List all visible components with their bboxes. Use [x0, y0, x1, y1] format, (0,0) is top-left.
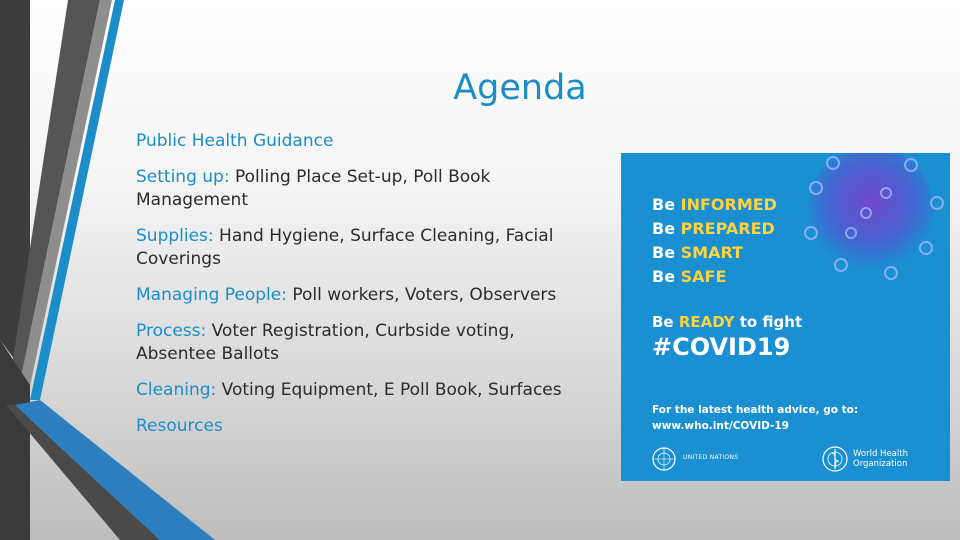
poster-slogans [652, 193, 777, 289]
agenda-item-label: Supplies: [136, 226, 214, 246]
agenda-item [136, 284, 576, 307]
agenda-item-text: Poll workers, Voters, Observers [286, 285, 557, 305]
slogan-line: Be PREPARED [652, 219, 775, 238]
advice-line: For the latest health advice, go to: [652, 404, 859, 416]
who-emblem-icon [821, 445, 849, 473]
agenda-item-label: Setting up: [136, 167, 230, 187]
agenda-item-text: Voter Registration, Curbside voting, Absentee Ballots [136, 321, 515, 364]
slogan-line: Be SMART [652, 243, 743, 262]
advice-link: www.who.int/COVID-19 [652, 420, 789, 432]
agenda-item-label: Public Health Guidance [136, 131, 334, 151]
agenda-item-text: Hand Hygiene, Surface Cleaning, Facial Coverings [136, 226, 554, 269]
agenda-item [136, 320, 576, 366]
agenda-item-label: Cleaning: [136, 380, 217, 400]
agenda-item [136, 166, 576, 212]
health-advice [652, 402, 858, 434]
agenda-item [136, 379, 576, 402]
covid19-poster [621, 153, 950, 481]
agenda-item-label: Process: [136, 321, 207, 341]
agenda-list [136, 130, 576, 451]
un-label: UNITED NATIONS [683, 454, 739, 461]
who-label: World Health Organization [853, 449, 908, 469]
agenda-item-text: Polling Place Set-up, Poll Book Management [136, 167, 491, 210]
slogan-line: Be INFORMED [652, 195, 777, 214]
agenda-item-text: Voting Equipment, E Poll Book, Surfaces [216, 380, 562, 400]
agenda-item [136, 225, 576, 271]
covid19-hashtag: #COVID19 [652, 333, 791, 361]
agenda-item-label: Managing People: [136, 285, 287, 305]
agenda-item [136, 130, 576, 153]
agenda-item [136, 415, 576, 438]
ready-to-fight: Be READY to fight [652, 313, 803, 331]
slogan-line: Be SAFE [652, 267, 727, 286]
slide-title: Agenda [453, 68, 587, 108]
un-emblem-icon [651, 446, 677, 472]
agenda-item-label: Resources [136, 416, 223, 436]
